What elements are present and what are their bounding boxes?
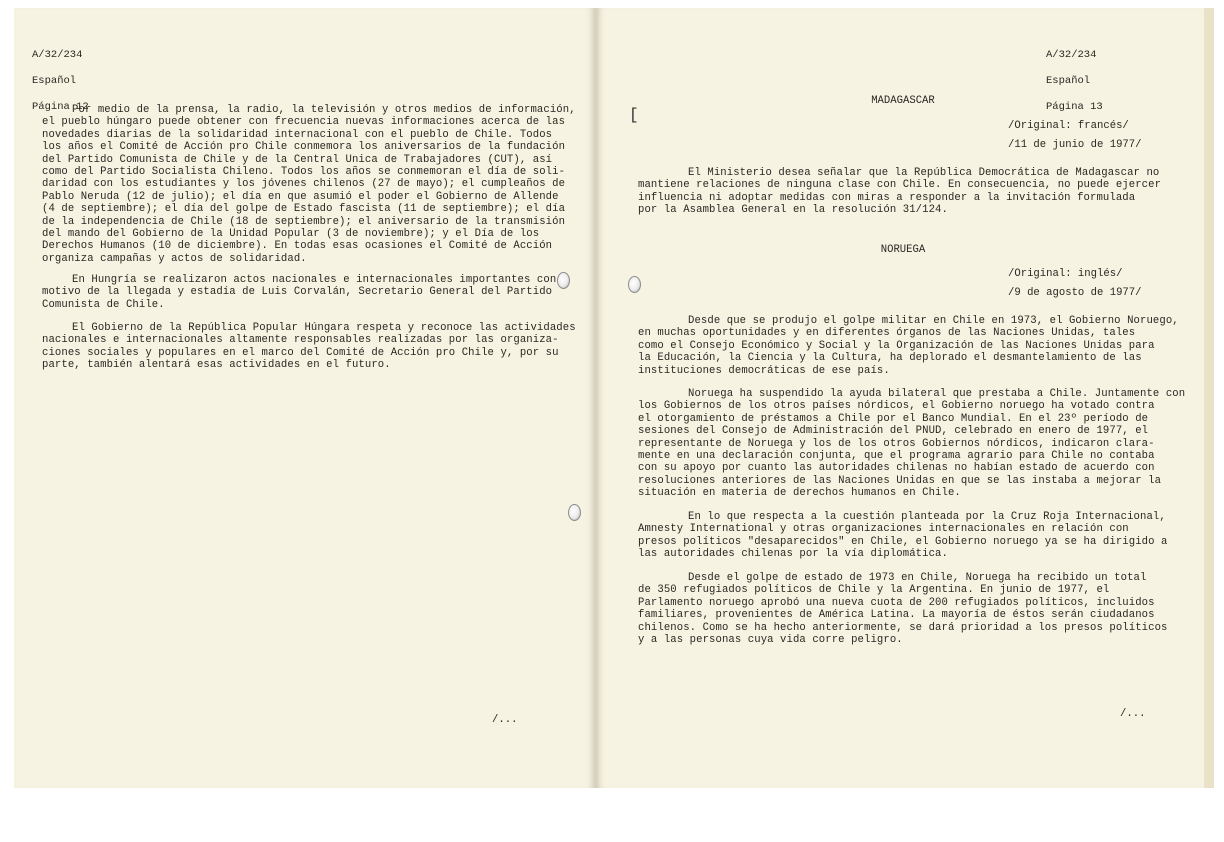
language: Español (1046, 75, 1091, 87)
page-number: Página 13 (1046, 101, 1103, 113)
punch-hole (628, 276, 641, 293)
right-page (598, 8, 1214, 788)
noruega-paragraph-3: En lo que respecta a la cuestión planteada por la Cruz Roja Internacional, Amnesty International y otras organizaciones internacionales en relación con presos políticos "desaparecidos" en Chile, el Gobierno noruego ya se ha dirigido a las autoridades chilenas por la vía diplomática. (638, 511, 1168, 561)
left-continuation: /... (492, 714, 518, 726)
right-continuation: /... (1120, 708, 1146, 720)
country-heading-madagascar: MADAGASCAR (871, 95, 935, 107)
margin-mark: [ (629, 106, 639, 124)
page-edge (1204, 8, 1214, 788)
left-paragraph-1: Por medio de la prensa, la radio, la televisión y otros medios de información, el pueblo húngaro puede obtener con frecuencia nuevas informaciones acerca de las novedades diarias de la solidaridad internacional con el pueblo de Chile. Todos los años el Comité de Acción pro Chile conmemora los aniversarios de la fundación del Partido Comunista de Chile y de la Central Unica de Trabajadores (CUT), así como del Partido Socialista Chileno. Todos los años se conmemoran el día de soli- daridad con los estudiantes y los jóvenes chilenos (27 de mayo); el cumpleaños de Pablo Neruda (12 de julio); el día en que asumió el poder el Gobierno de Allende (4 de septiembre); el día del golpe de Estado fascista (11 de septiembre); el día de la independencia de Chile (18 de septiembre); el aniversario de la transmisión del mando del Gobierno de la Unidad Popular (3 de noviembre); y el Día de los Derechos Humanos (10 de diciembre). En todas esas ocasiones el Comité de Acción organiza campañas y actos de solidaridad. (42, 104, 576, 265)
doc-symbol: A/32/234 (1046, 49, 1097, 61)
document-spread (14, 8, 1214, 788)
left-paragraph-2: En Hungría se realizaron actos nacionales e internacionales importantes con motivo de la llegada y estadía de Luis Corvalán, Secretario General del Partido Comunista de Chile. (42, 274, 557, 311)
original-language-noruega: /Original: inglés/ (1008, 268, 1123, 280)
punch-hole (557, 272, 570, 289)
language: Español (32, 75, 77, 87)
noruega-paragraph-2: Noruega ha suspendido la ayuda bilateral que prestaba a Chile. Juntamente con los Gobiernos de los otros países nórdicos, el Gobierno noruego ha votado contra el otorgamiento de préstamos a Chile por el Banco Mundial. En el 23º período de sesiones del Consejo de Administración del PNUD, celebrado en enero de 1977, el representante de Noruega y los de los otros Gobiernos nórdicos, indicaron clara- mente en una declaración conjunta, que el programa agrario para Chile no contaba con su apoyo por cuanto las autoridades chilenas no habían estado de acuerdo con resoluciones anteriores de las Naciones Unidas en que se las instaba a mejorar la situación en materia de derechos humanos en Chile. (638, 388, 1186, 500)
left-header (32, 36, 89, 114)
right-header (1046, 36, 1103, 114)
page-number: Página 12 (32, 101, 89, 113)
noruega-paragraph-1: Desde que se produjo el golpe militar en Chile en 1973, el Gobierno Noruego, en muchas oportunidades y en diferentes órganos de las Naciones Unidas, tales como el Consejo Económico y Social y la Organización de las Naciones Unidas para la Educación, la Ciencia y la Cultura, ha deplorado el desmantelamiento de las instituciones democráticas de ese país. (638, 315, 1179, 377)
original-language-madagascar: /Original: francés/ (1008, 120, 1129, 132)
noruega-paragraph-4: Desde el golpe de estado de 1973 en Chile, Noruega ha recibido un total de 350 refugiados políticos de Chile y la Argentina. En junio de 1977, el Parlamento noruego aprobó una nueva cuota de 200 refugiados políticos, incluidos familiares, provenientes de América Latina. La mayoría de éstos serán ciudadanos chilenos. Como se ha hecho anteriormente, se dará prioridad a los presos políticos y a las personas cuya vida corre peligro. (638, 572, 1168, 647)
left-page (14, 8, 594, 788)
doc-symbol: A/32/234 (32, 49, 83, 61)
madagascar-paragraph-1: El Ministerio desea señalar que la República Democrática de Madagascar no mantiene relaciones de ninguna clase con Chile. En consecuencia, no puede ejercer influencia ni adoptar medidas con miras a responder a la invitación formulada por la Asamblea General en la resolución 31/124. (638, 167, 1162, 217)
country-heading-noruega: NORUEGA (880, 244, 926, 256)
left-paragraph-3: El Gobierno de la República Popular Húngara respeta y reconoce las actividades nacionales e internacionales altamente responsables realizadas por las organiza- ciones sociales y populares en el marco del Comité de Acción pro Chile y, por su parte, también alentará esas actividades en el futuro. (42, 322, 576, 372)
punch-hole (568, 504, 581, 521)
date-madagascar: /11 de junio de 1977/ (1008, 139, 1142, 151)
date-noruega: /9 de agosto de 1977/ (1008, 287, 1142, 299)
